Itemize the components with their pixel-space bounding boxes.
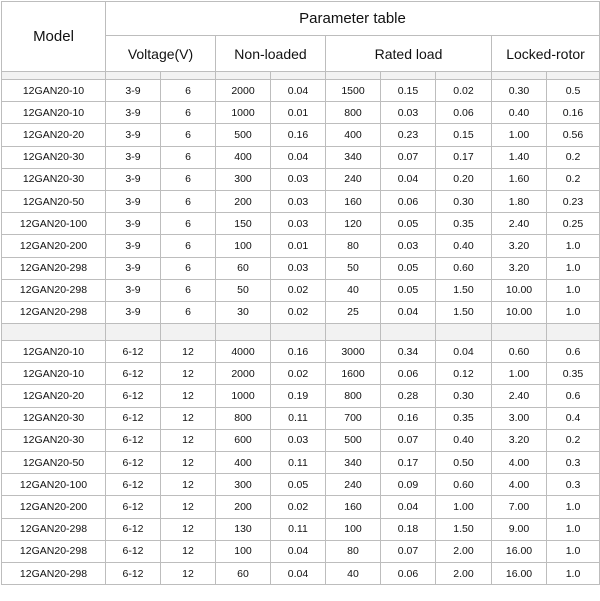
stall-current-cell: 1.0	[547, 518, 600, 540]
stall-torque-cell: 1.60	[492, 168, 547, 190]
rated-torque-cell: 0.50	[436, 452, 492, 474]
rated-speed-cell: 80	[326, 540, 381, 562]
rated-torque-cell: 0.40	[436, 429, 492, 451]
rated-voltage-cell: 12	[161, 562, 216, 584]
gap-cell	[492, 324, 547, 341]
header-spacer-row	[2, 72, 600, 80]
no-load-speed-cell: 2000	[216, 80, 271, 102]
rated-torque-cell: 0.06	[436, 102, 492, 124]
stall-current-cell: 0.5	[547, 80, 600, 102]
table-row	[2, 257, 600, 279]
table-row	[2, 474, 600, 496]
no-load-current-cell: 0.04	[271, 146, 326, 168]
rated-torque-cell: 2.00	[436, 540, 492, 562]
spacer-cell	[436, 72, 492, 80]
no-load-current-cell: 0.02	[271, 363, 326, 385]
model-cell: 12GAN20-20	[2, 124, 106, 146]
stall-current-cell: 1.0	[547, 301, 600, 323]
rated-torque-cell: 0.35	[436, 213, 492, 235]
stall-torque-cell: 3.20	[492, 257, 547, 279]
voltage-range-cell: 6-12	[106, 363, 161, 385]
stall-torque-cell: 3.20	[492, 235, 547, 257]
no-load-speed-cell: 1000	[216, 102, 271, 124]
rated-current-cell: 0.05	[381, 279, 436, 301]
rated-voltage-cell: 6	[161, 235, 216, 257]
rated-torque-cell: 0.15	[436, 124, 492, 146]
spacer-cell	[271, 72, 326, 80]
model-cell: 12GAN20-298	[2, 518, 106, 540]
table-row	[2, 301, 600, 323]
rated-voltage-cell: 12	[161, 407, 216, 429]
model-cell: 12GAN20-298	[2, 540, 106, 562]
rated-voltage-cell: 6	[161, 80, 216, 102]
stall-torque-cell: 1.80	[492, 190, 547, 212]
rated-speed-cell: 50	[326, 257, 381, 279]
table-body	[2, 80, 600, 585]
rated-current-cell: 0.05	[381, 257, 436, 279]
no-load-current-cell: 0.01	[271, 235, 326, 257]
rated-current-cell: 0.34	[381, 341, 436, 363]
stall-torque-cell: 16.00	[492, 562, 547, 584]
table-row	[2, 341, 600, 363]
table-row	[2, 385, 600, 407]
rated-voltage-cell: 12	[161, 540, 216, 562]
table-row	[2, 540, 600, 562]
stall-current-cell: 0.2	[547, 168, 600, 190]
no-load-speed-cell: 300	[216, 474, 271, 496]
table-row	[2, 452, 600, 474]
rated-voltage-cell: 12	[161, 474, 216, 496]
rated-torque-cell: 0.60	[436, 257, 492, 279]
model-header: Model	[2, 2, 106, 72]
table-title: Parameter table	[106, 2, 600, 36]
stall-current-cell: 0.3	[547, 452, 600, 474]
stall-current-cell: 0.25	[547, 213, 600, 235]
stall-torque-cell: 2.40	[492, 385, 547, 407]
no-load-current-cell: 0.05	[271, 474, 326, 496]
table-row	[2, 124, 600, 146]
table-row	[2, 146, 600, 168]
rated-current-cell: 0.18	[381, 518, 436, 540]
model-cell: 12GAN20-200	[2, 496, 106, 518]
spacer-cell	[326, 72, 381, 80]
no-load-speed-cell: 4000	[216, 341, 271, 363]
stall-torque-cell: 3.20	[492, 429, 547, 451]
spacer-cell	[216, 72, 271, 80]
stall-current-cell: 0.2	[547, 429, 600, 451]
stall-torque-cell: 16.00	[492, 540, 547, 562]
rated-current-cell: 0.06	[381, 363, 436, 385]
table-header	[2, 2, 600, 80]
model-cell: 12GAN20-10	[2, 341, 106, 363]
no-load-speed-cell: 100	[216, 540, 271, 562]
rated-speed-cell: 40	[326, 279, 381, 301]
table-row	[2, 190, 600, 212]
rated-torque-cell: 0.30	[436, 190, 492, 212]
model-cell: 12GAN20-30	[2, 146, 106, 168]
no-load-speed-cell: 150	[216, 213, 271, 235]
voltage-range-cell: 6-12	[106, 518, 161, 540]
no-load-speed-cell: 800	[216, 407, 271, 429]
rated-current-cell: 0.03	[381, 102, 436, 124]
table-row	[2, 562, 600, 584]
voltage-range-cell: 3-9	[106, 102, 161, 124]
no-load-current-cell: 0.16	[271, 124, 326, 146]
rated-speed-cell: 500	[326, 429, 381, 451]
spacer-cell	[381, 72, 436, 80]
rated-voltage-cell: 6	[161, 124, 216, 146]
rated-voltage-cell: 12	[161, 452, 216, 474]
rated-speed-cell: 40	[326, 562, 381, 584]
voltage-range-cell: 3-9	[106, 190, 161, 212]
rated-voltage-cell: 12	[161, 385, 216, 407]
no-load-speed-cell: 400	[216, 146, 271, 168]
voltage-range-cell: 3-9	[106, 301, 161, 323]
model-cell: 12GAN20-10	[2, 102, 106, 124]
table-row	[2, 168, 600, 190]
no-load-current-cell: 0.03	[271, 190, 326, 212]
table-row	[2, 496, 600, 518]
no-load-current-cell: 0.04	[271, 562, 326, 584]
gap-cell	[436, 324, 492, 341]
rated-voltage-cell: 12	[161, 429, 216, 451]
rated-speed-cell: 160	[326, 190, 381, 212]
voltage-range-cell: 6-12	[106, 341, 161, 363]
no-load-current-cell: 0.04	[271, 80, 326, 102]
gap-cell	[161, 324, 216, 341]
rated-current-cell: 0.06	[381, 190, 436, 212]
model-cell: 12GAN20-50	[2, 452, 106, 474]
rated-torque-cell: 0.17	[436, 146, 492, 168]
no-load-speed-cell: 200	[216, 496, 271, 518]
voltage-range-cell: 6-12	[106, 474, 161, 496]
rated-voltage-cell: 6	[161, 146, 216, 168]
no-load-speed-cell: 400	[216, 452, 271, 474]
rated-current-cell: 0.15	[381, 80, 436, 102]
rated-speed-cell: 340	[326, 146, 381, 168]
no-load-speed-cell: 200	[216, 190, 271, 212]
rated-voltage-cell: 6	[161, 257, 216, 279]
model-cell: 12GAN20-100	[2, 474, 106, 496]
voltage-range-cell: 3-9	[106, 213, 161, 235]
voltage-range-cell: 3-9	[106, 279, 161, 301]
rated-voltage-cell: 6	[161, 213, 216, 235]
section-gap-row	[2, 324, 600, 341]
rated-voltage-cell: 12	[161, 363, 216, 385]
rated-voltage-cell: 6	[161, 279, 216, 301]
rated-speed-cell: 240	[326, 168, 381, 190]
rated-voltage-cell: 6	[161, 301, 216, 323]
rated-voltage-cell: 6	[161, 168, 216, 190]
rated-current-cell: 0.04	[381, 496, 436, 518]
stall-torque-cell: 1.00	[492, 363, 547, 385]
gap-cell	[381, 324, 436, 341]
rated-speed-cell: 800	[326, 102, 381, 124]
no-load-current-cell: 0.11	[271, 407, 326, 429]
table-row	[2, 518, 600, 540]
rated-speed-cell: 1500	[326, 80, 381, 102]
voltage-range-cell: 6-12	[106, 407, 161, 429]
rated-speed-cell: 25	[326, 301, 381, 323]
model-cell: 12GAN20-30	[2, 407, 106, 429]
rated-speed-cell: 120	[326, 213, 381, 235]
rated-torque-cell: 0.30	[436, 385, 492, 407]
spacer-cell	[547, 72, 600, 80]
rated-torque-cell: 0.40	[436, 235, 492, 257]
no-load-current-cell: 0.03	[271, 168, 326, 190]
non-loaded-group-header: Non-loaded	[216, 36, 326, 72]
gap-cell	[2, 324, 106, 341]
voltage-range-cell: 3-9	[106, 146, 161, 168]
locked-rotor-group-header: Locked-rotor	[492, 36, 600, 72]
table-row	[2, 279, 600, 301]
voltage-range-cell: 3-9	[106, 168, 161, 190]
rated-torque-cell: 1.00	[436, 496, 492, 518]
no-load-current-cell: 0.19	[271, 385, 326, 407]
no-load-current-cell: 0.01	[271, 102, 326, 124]
no-load-current-cell: 0.03	[271, 257, 326, 279]
rated-voltage-cell: 12	[161, 341, 216, 363]
rated-torque-cell: 0.35	[436, 407, 492, 429]
model-cell: 12GAN20-298	[2, 257, 106, 279]
rated-current-cell: 0.16	[381, 407, 436, 429]
rated-voltage-cell: 6	[161, 102, 216, 124]
rated-speed-cell: 240	[326, 474, 381, 496]
stall-current-cell: 0.16	[547, 102, 600, 124]
table-row	[2, 363, 600, 385]
rated-speed-cell: 400	[326, 124, 381, 146]
model-cell: 12GAN20-298	[2, 301, 106, 323]
model-cell: 12GAN20-298	[2, 562, 106, 584]
stall-current-cell: 0.2	[547, 146, 600, 168]
stall-torque-cell: 7.00	[492, 496, 547, 518]
rated-current-cell: 0.07	[381, 429, 436, 451]
stall-current-cell: 1.0	[547, 279, 600, 301]
voltage-range-cell: 6-12	[106, 496, 161, 518]
stall-current-cell: 0.3	[547, 474, 600, 496]
no-load-speed-cell: 2000	[216, 363, 271, 385]
rated-torque-cell: 2.00	[436, 562, 492, 584]
no-load-current-cell: 0.03	[271, 429, 326, 451]
parameter-table	[1, 1, 600, 585]
rated-speed-cell: 1600	[326, 363, 381, 385]
no-load-speed-cell: 130	[216, 518, 271, 540]
stall-torque-cell: 0.40	[492, 102, 547, 124]
model-cell: 12GAN20-20	[2, 385, 106, 407]
rated-current-cell: 0.09	[381, 474, 436, 496]
no-load-current-cell: 0.02	[271, 279, 326, 301]
rated-torque-cell: 1.50	[436, 518, 492, 540]
model-cell: 12GAN20-100	[2, 213, 106, 235]
stall-current-cell: 1.0	[547, 257, 600, 279]
no-load-current-cell: 0.11	[271, 518, 326, 540]
stall-torque-cell: 10.00	[492, 301, 547, 323]
gap-cell	[547, 324, 600, 341]
voltage-range-cell: 3-9	[106, 235, 161, 257]
rated-voltage-cell: 12	[161, 518, 216, 540]
rated-current-cell: 0.17	[381, 452, 436, 474]
voltage-range-cell: 6-12	[106, 540, 161, 562]
no-load-speed-cell: 600	[216, 429, 271, 451]
gap-cell	[271, 324, 326, 341]
rated-speed-cell: 80	[326, 235, 381, 257]
rated-torque-cell: 0.02	[436, 80, 492, 102]
stall-torque-cell: 3.00	[492, 407, 547, 429]
voltage-range-cell: 6-12	[106, 429, 161, 451]
rated-torque-cell: 0.04	[436, 341, 492, 363]
stall-current-cell: 0.56	[547, 124, 600, 146]
rated-current-cell: 0.05	[381, 213, 436, 235]
model-cell: 12GAN20-200	[2, 235, 106, 257]
stall-current-cell: 0.6	[547, 385, 600, 407]
table-row	[2, 213, 600, 235]
table-row	[2, 407, 600, 429]
model-cell: 12GAN20-10	[2, 80, 106, 102]
rated-current-cell: 0.04	[381, 168, 436, 190]
rated-speed-cell: 3000	[326, 341, 381, 363]
voltage-range-cell: 6-12	[106, 452, 161, 474]
voltage-range-cell: 3-9	[106, 257, 161, 279]
stall-current-cell: 1.0	[547, 235, 600, 257]
rated-current-cell: 0.04	[381, 301, 436, 323]
gap-cell	[216, 324, 271, 341]
rated-torque-cell: 1.50	[436, 279, 492, 301]
rated-current-cell: 0.23	[381, 124, 436, 146]
rated-current-cell: 0.03	[381, 235, 436, 257]
stall-torque-cell: 0.60	[492, 341, 547, 363]
rated-current-cell: 0.07	[381, 540, 436, 562]
rated-speed-cell: 800	[326, 385, 381, 407]
rated-torque-cell: 0.60	[436, 474, 492, 496]
voltage-range-cell: 6-12	[106, 385, 161, 407]
stall-torque-cell: 4.00	[492, 474, 547, 496]
gap-cell	[106, 324, 161, 341]
rated-current-cell: 0.07	[381, 146, 436, 168]
no-load-speed-cell: 60	[216, 257, 271, 279]
no-load-speed-cell: 100	[216, 235, 271, 257]
voltage-range-cell: 3-9	[106, 124, 161, 146]
model-cell: 12GAN20-30	[2, 168, 106, 190]
spacer-cell	[492, 72, 547, 80]
table-row	[2, 429, 600, 451]
no-load-current-cell: 0.04	[271, 540, 326, 562]
rated-voltage-cell: 12	[161, 496, 216, 518]
no-load-current-cell: 0.03	[271, 213, 326, 235]
voltage-range-cell: 3-9	[106, 80, 161, 102]
rated-voltage-cell: 6	[161, 190, 216, 212]
no-load-speed-cell: 300	[216, 168, 271, 190]
model-cell: 12GAN20-10	[2, 363, 106, 385]
table-row	[2, 102, 600, 124]
rated-current-cell: 0.28	[381, 385, 436, 407]
spacer-cell	[161, 72, 216, 80]
spacer-cell	[2, 72, 106, 80]
stall-current-cell: 0.35	[547, 363, 600, 385]
no-load-speed-cell: 30	[216, 301, 271, 323]
stall-current-cell: 1.0	[547, 540, 600, 562]
rated-speed-cell: 100	[326, 518, 381, 540]
rated-speed-cell: 700	[326, 407, 381, 429]
no-load-speed-cell: 500	[216, 124, 271, 146]
stall-current-cell: 0.6	[547, 341, 600, 363]
no-load-current-cell: 0.11	[271, 452, 326, 474]
no-load-speed-cell: 1000	[216, 385, 271, 407]
stall-torque-cell: 1.00	[492, 124, 547, 146]
stall-torque-cell: 10.00	[492, 279, 547, 301]
voltage-range-cell: 6-12	[106, 562, 161, 584]
rated-torque-cell: 0.12	[436, 363, 492, 385]
stall-current-cell: 1.0	[547, 496, 600, 518]
no-load-current-cell: 0.02	[271, 496, 326, 518]
stall-current-cell: 0.23	[547, 190, 600, 212]
stall-torque-cell: 1.40	[492, 146, 547, 168]
rated-torque-cell: 1.50	[436, 301, 492, 323]
table-row	[2, 80, 600, 102]
spacer-cell	[106, 72, 161, 80]
stall-current-cell: 0.4	[547, 407, 600, 429]
rated-torque-cell: 0.20	[436, 168, 492, 190]
rated-load-group-header: Rated load	[326, 36, 492, 72]
table-row	[2, 235, 600, 257]
stall-torque-cell: 2.40	[492, 213, 547, 235]
gap-cell	[326, 324, 381, 341]
no-load-current-cell: 0.02	[271, 301, 326, 323]
stall-torque-cell: 4.00	[492, 452, 547, 474]
rated-current-cell: 0.06	[381, 562, 436, 584]
no-load-speed-cell: 50	[216, 279, 271, 301]
model-cell: 12GAN20-298	[2, 279, 106, 301]
model-cell: 12GAN20-30	[2, 429, 106, 451]
voltage-group-header: Voltage(V)	[106, 36, 216, 72]
model-cell: 12GAN20-50	[2, 190, 106, 212]
rated-speed-cell: 160	[326, 496, 381, 518]
no-load-current-cell: 0.16	[271, 341, 326, 363]
stall-torque-cell: 9.00	[492, 518, 547, 540]
stall-torque-cell: 0.30	[492, 80, 547, 102]
stall-current-cell: 1.0	[547, 562, 600, 584]
rated-speed-cell: 340	[326, 452, 381, 474]
no-load-speed-cell: 60	[216, 562, 271, 584]
